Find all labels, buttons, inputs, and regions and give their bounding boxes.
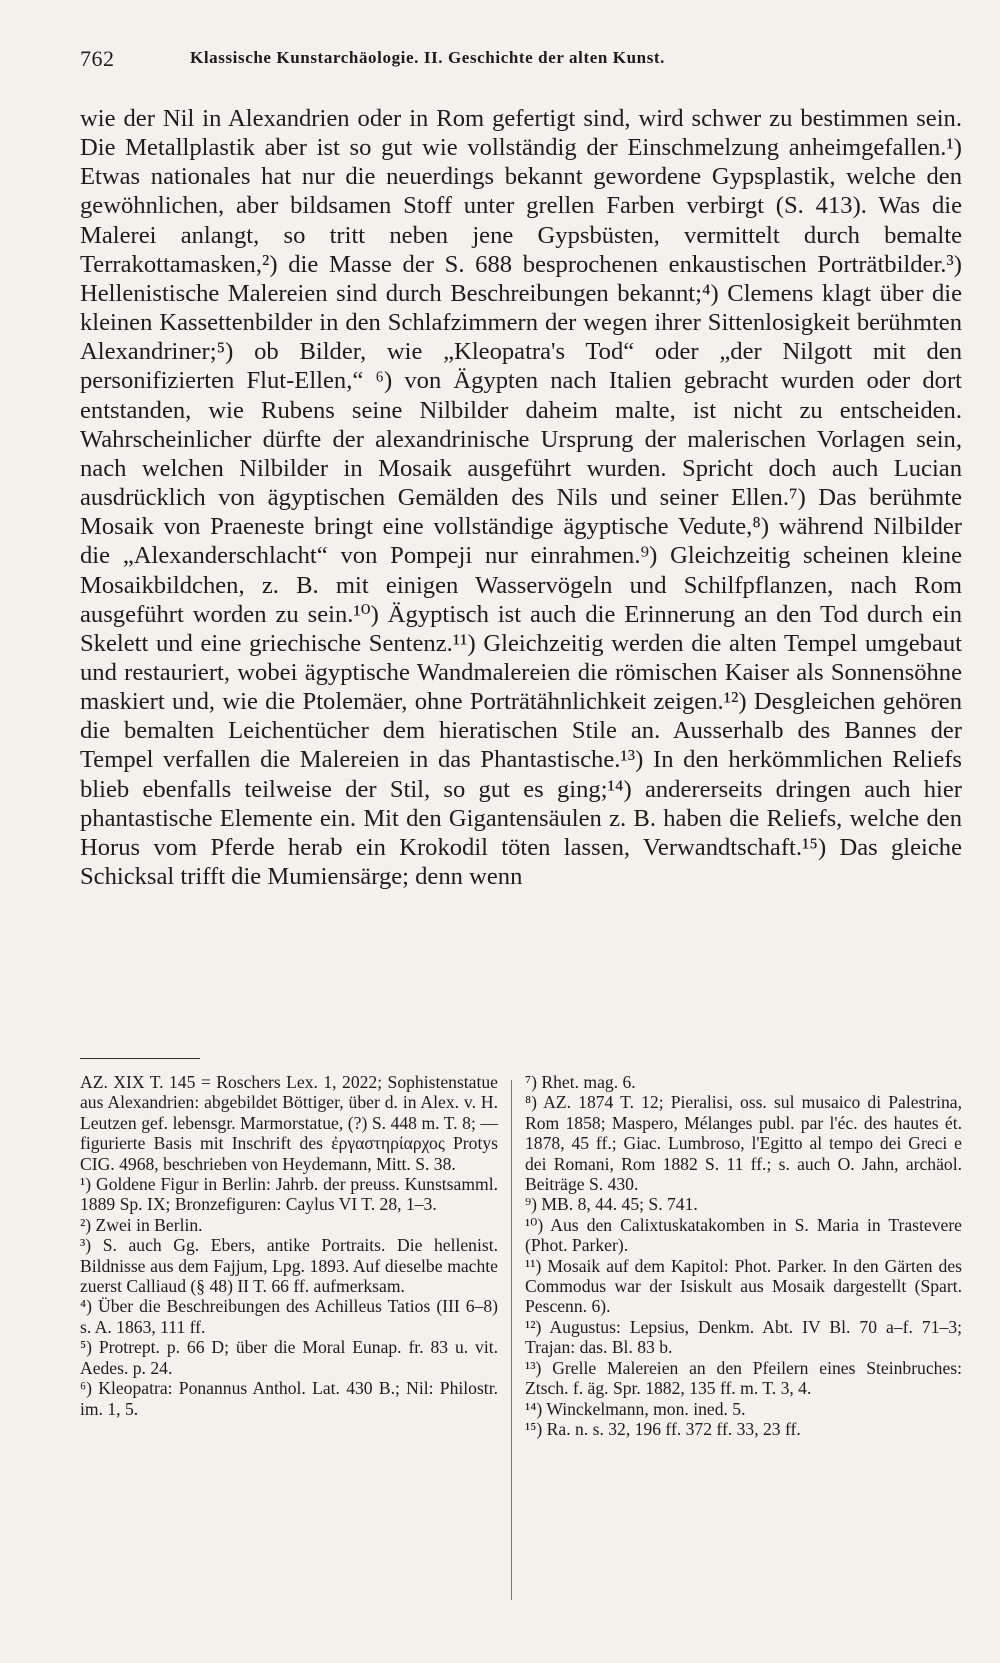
footnotes-right-column [525,1072,962,1439]
footnote-15: ¹⁵) Ra. n. s. 32, 196 ff. 372 ff. 33, 23 ff. [525,1418,801,1439]
main-text [80,104,962,891]
footnote-4: ⁴) Über die Beschreibungen des Achilleus Tatios (III 6–8) s. A. 1863, 111 ff. [80,1296,498,1337]
footnote-2: ²) Zwei in Berlin. [80,1214,203,1235]
footnote-9: ⁹) MB. 8, 44. 45; S. 741. [525,1194,698,1215]
footnote-14: ¹⁴) Winckelmann, mon. ined. 5. [525,1398,746,1419]
footnote-continued: AZ. XIX T. 145 = Roschers Lex. 1, 2022; Sophistenstatue aus Alexandrien: abgebildet Böttiger, über d. in Alex. v. H. Leutzen gef. lebensgr. Marmorstatue, (?) S. 448 m. T. 8; — figurierte Basis mit Inschrift des ἐργαστηρίαρχος Protys CIG. 4968, beschrieben von Heydemann, Mitt. S. 38. [80,1072,498,1174]
footnote-7: ⁷) Rhet. mag. 6. [525,1072,636,1092]
footnote-10: ¹⁰) Aus den Calixtuskatakomben in S. Maria in Trastevere (Phot. Parker). [525,1214,962,1256]
page-number: 762 [80,46,115,71]
page-header [80,46,930,76]
footnote-column-divider [511,1080,512,1600]
footnotes-left-column [80,1072,498,1419]
footnote-12: ¹²) Augustus: Lepsius, Denkm. Abt. IV Bl. 70 a–f. 71–3; Trajan: das. Bl. 83 b. [525,1316,962,1358]
main-paragraph: wie der Nil in Alexandrien oder in Rom gefertigt sind, wird schwer zu bestimmen sein. Die Metallplastik aber ist so gut wie vollständig der Einschmelzung anheimgefallen.¹) Etwas nationales hat nur die neuerdings bekannt gewordene Gypsplastik, welche den gewöhnlichen, aber bildsamen Stoff unter grellen Farben verbirgt (S. 413). Was die Malerei anlangt, so tritt neben jene Gypsbüsten, vermittelt durch bemalte Terrakottamasken,²) die Masse der S. 688 besprochenen enkaustischen Porträtbilder.³) Hellenistische Malereien sind durch Beschreibungen bekannt;⁴) Clemens klagt über die kleinen Kassettenbilder in den Schlafzimmern der wegen ihrer Sittenlosigkeit berühmten Alexandriner;⁵) ob Bilder, wie „Kleopatra's Tod“ oder „der Nilgott mit den personifizierten Flut-Ellen,“ ⁶) von Ägypten nach Italien gebracht wurden oder dort entstanden, wie Rubens seine Nilbilder daheim malte, ist nicht zu entscheiden. Wahrscheinlicher dürfte der alexandrinische Ursprung der malerischen Vorlagen sein, nach welchen Nilbilder in Mosaik ausgeführt wurden. Spricht doch auch Lucian ausdrücklich von ägyptischen Gemälden des Nils und seiner Ellen.⁷) Das berühmte Mosaik von Praeneste bringt eine vollständige ägyptische Vedute,⁸) während Nilbilder die „Alexanderschlacht“ von Pompeji nur einrahmen.⁹) Gleichzeitig scheinen kleine Mosaikbildchen, z. B. mit einigen Wasservögeln und Schilfpflanzen, nach Rom ausgeführt worden zu sein.¹⁰) Ägyptisch ist auch die Erinnerung an den Tod durch ein Skelett und eine griechische Sentenz.¹¹) Gleichzeitig werden die alten Tempel umgebaut und restauriert, wobei ägyptische Wandmalereien die römischen Kaiser als Sonnensöhne maskiert und, wie die Ptolemäer, ohne Porträtähnlichkeit zeigen.¹²) Desgleichen gehören die bemalten Leichentücher dem hieratischen Stile an. Ausserhalb des Bannes der Tempel verfallen die Malereien in das Phantastische.¹³) In den herkömmlichen Reliefs blieb ebenfalls teilweise der Stil, so gut es ging;¹⁴) andererseits dringen auch hier phantastische Elemente ein. Mit den Gigantensäulen z. B. haben die Reliefs, welche den Horus vom Pferde herab ein Krokodil töten lassen, Verwandtschaft.¹⁵) Das gleiche Schicksal trifft die Mumiensärge; denn wenn [80,105,962,891]
footnote-separator [80,1058,200,1059]
footnote-3: ³) S. auch Gg. Ebers, antike Portraits. Die hellenist. Bildnisse aus dem Fajjum, Lpg. 1893. Auf dieselbe machte zuerst Calliaud (§ 48) II T. 66 ff. aufmerksam. [80,1235,498,1297]
footnote-11: ¹¹) Mosaik auf dem Kapitol: Phot. Parker. In den Gärten des Commodus war der Isiskult aus Mosaik dargestellt (Spart. Pescenn. 6). [525,1255,962,1317]
footnote-6: ⁶) Kleopatra: Ponannus Anthol. Lat. 430 B.; Nil: Philostr. im. 1, 5. [80,1378,498,1419]
running-head: Klassische Kunstarchäologie. II. Geschichte der alten Kunst. [190,48,666,67]
footnote-5: ⁵) Protrept. p. 66 D; über die Moral Eunap. fr. 83 u. vit. Aedes. p. 24. [80,1337,498,1378]
footnote-13: ¹³) Grelle Malereien an den Pfeilern eines Steinbruches: Ztsch. f. äg. Spr. 1882, 135 ff. m. T. 3, 4. [525,1357,962,1399]
footnote-1: ¹) Goldene Figur in Berlin: Jahrb. der preuss. Kunstsamml. 1889 Sp. IX; Bronzefiguren: Caylus VI T. 28, 1–3. [80,1174,498,1215]
footnote-8: ⁸) AZ. 1874 T. 12; Pieralisi, oss. sul musaico di Palestrina, Rom 1858; Maspero, Mélanges publ. par l'éc. des hautes ét. 1878, 45 ff.; Giac. Lumbroso, l'Egitto al tempo dei Greci e dei Romani, Rom 1882 S. 11 ff.; s. auch O. Jahn, archäol. Beiträge S. 430. [525,1092,962,1195]
